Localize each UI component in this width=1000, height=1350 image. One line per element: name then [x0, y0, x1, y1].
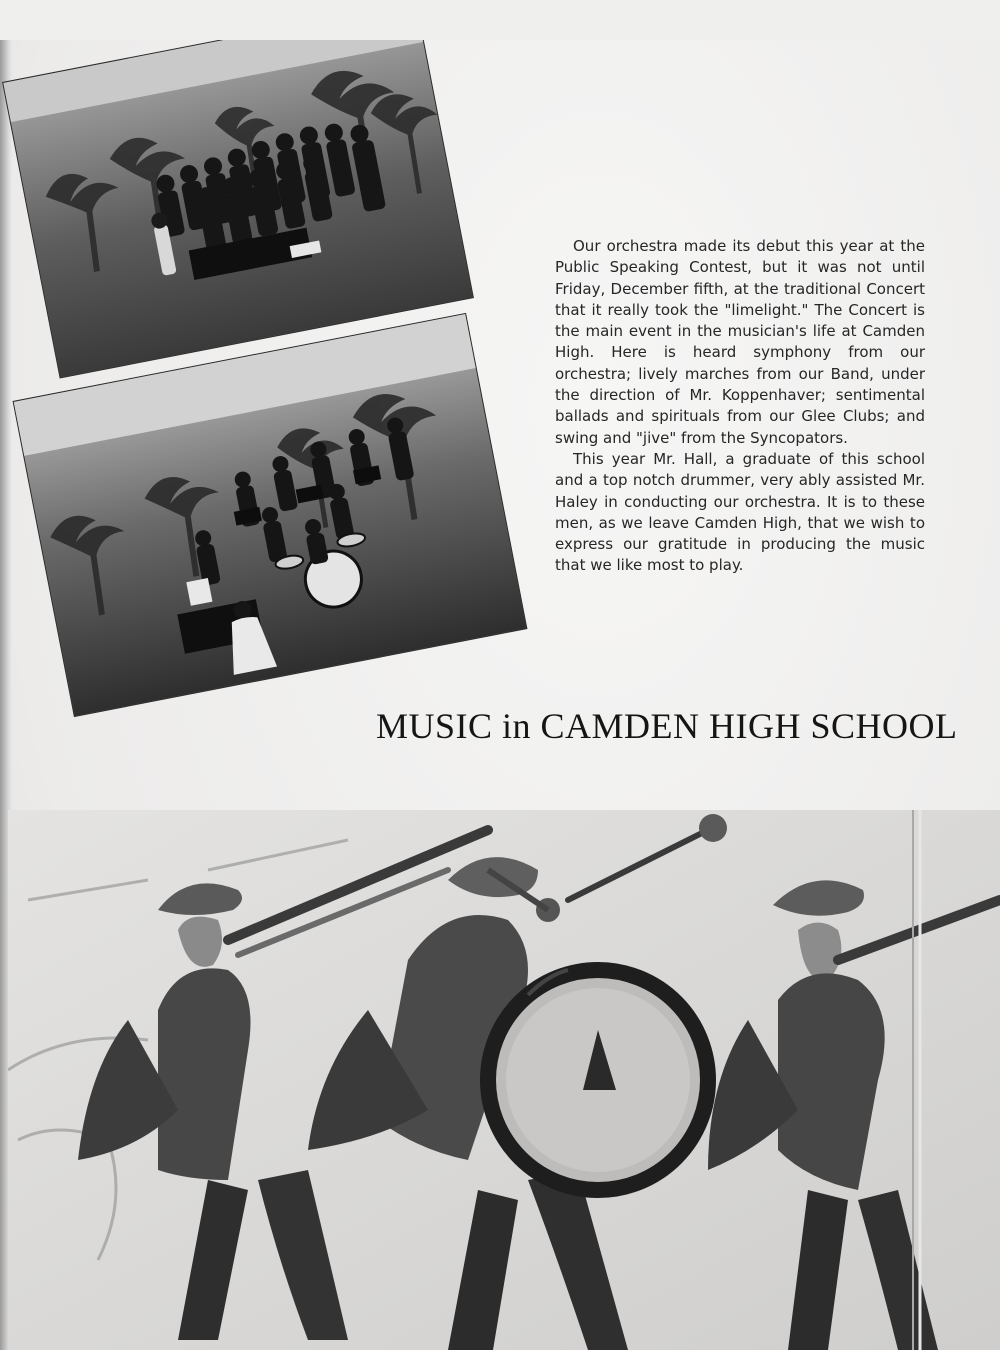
marching-band-illustration — [8, 810, 1000, 1350]
article-paragraph-1: Our orchestra made its debut this year at the Public Speaking Contest, but it was not until Friday, December fifth, at the traditional Concert that it really took the "limelight." The Concert is the main event in the musician's life at Camden High. Here is heard symphony from our orchestra; lively marches from our Band, under the direction of Mr. Koppenhaver; sentimental ballads and spirituals from our Glee Clubs; and swing and "jive" from the Syncopators. — [555, 237, 925, 447]
dance-band-photo — [14, 314, 527, 716]
choir-photo-image — [3, 3, 473, 378]
page-top-margin — [0, 0, 1000, 40]
dance-band-photo-image — [14, 314, 527, 716]
choir-photo — [3, 3, 473, 378]
article-text — [555, 236, 925, 577]
marching-band-drawing — [8, 810, 1000, 1350]
page-title: MUSIC in CAMDEN HIGH SCHOOL — [376, 706, 958, 746]
article-paragraph-2: This year Mr. Hall, a graduate of this school and a top notch drummer, very ably assisted Mr. Haley in conducting our orchestra. It is to these men, as we leave Camden High, that we wish to express our gratitude in producing the music that we like most to play. — [555, 449, 925, 575]
